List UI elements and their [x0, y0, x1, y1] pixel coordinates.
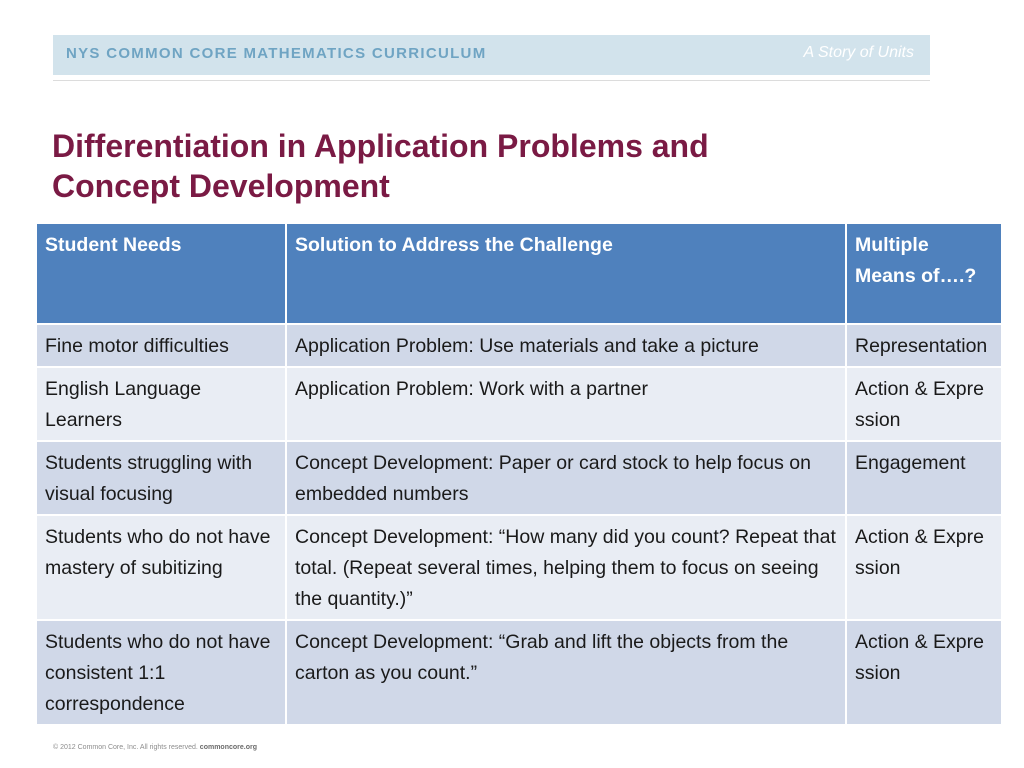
- page-title: [52, 126, 912, 206]
- table-row: [36, 620, 1002, 725]
- solution-cell: Concept Development: “How many did you count? Repeat that total. (Repeat several times, helping them to focus on seeing the quantity.)”: [286, 515, 846, 620]
- solution-cell: Concept Development: “Grab and lift the objects from the carton as you count.”: [286, 620, 846, 725]
- header-divider: [53, 80, 930, 81]
- series-label: A Story of Units: [803, 44, 914, 61]
- footer: [53, 744, 257, 751]
- means-cell: Action & Expression: [846, 367, 1002, 441]
- curriculum-label: NYS COMMON CORE MATHEMATICS CURRICULUM: [66, 45, 487, 62]
- column-header-student-needs: Student Needs: [36, 223, 286, 324]
- solution-cell: Application Problem: Work with a partner: [286, 367, 846, 441]
- student-need-cell: English Language Learners: [36, 367, 286, 441]
- means-cell: Action & Expression: [846, 620, 1002, 725]
- student-need-cell: Students who do not have consistent 1:1 correspondence: [36, 620, 286, 725]
- page-title-line-1: Differentiation in Application Problems and: [52, 128, 709, 164]
- table-row: [36, 441, 1002, 515]
- header-bar: [53, 35, 930, 75]
- differentiation-table: [35, 222, 1003, 726]
- footer-site-link[interactable]: commoncore.org: [199, 744, 257, 751]
- student-need-cell: Students who do not have mastery of subitizing: [36, 515, 286, 620]
- means-cell: Action & Expression: [846, 515, 1002, 620]
- table-row: [36, 367, 1002, 441]
- table-header-row: [36, 223, 1002, 324]
- student-need-cell: Fine motor difficulties: [36, 324, 286, 367]
- table-row: [36, 324, 1002, 367]
- student-need-cell: Students struggling with visual focusing: [36, 441, 286, 515]
- page-title-line-2: Concept Development: [52, 168, 390, 204]
- solution-cell: Concept Development: Paper or card stock to help focus on embedded numbers: [286, 441, 846, 515]
- copyright-text: © 2012 Common Core, Inc. All rights reserved.: [53, 744, 198, 751]
- column-header-multiple-means: Multiple Means of….?: [846, 223, 1002, 324]
- column-header-solution: Solution to Address the Challenge: [286, 223, 846, 324]
- means-cell: Engagement: [846, 441, 1002, 515]
- means-cell: Representation: [846, 324, 1002, 367]
- table-row: [36, 515, 1002, 620]
- solution-cell: Application Problem: Use materials and take a picture: [286, 324, 846, 367]
